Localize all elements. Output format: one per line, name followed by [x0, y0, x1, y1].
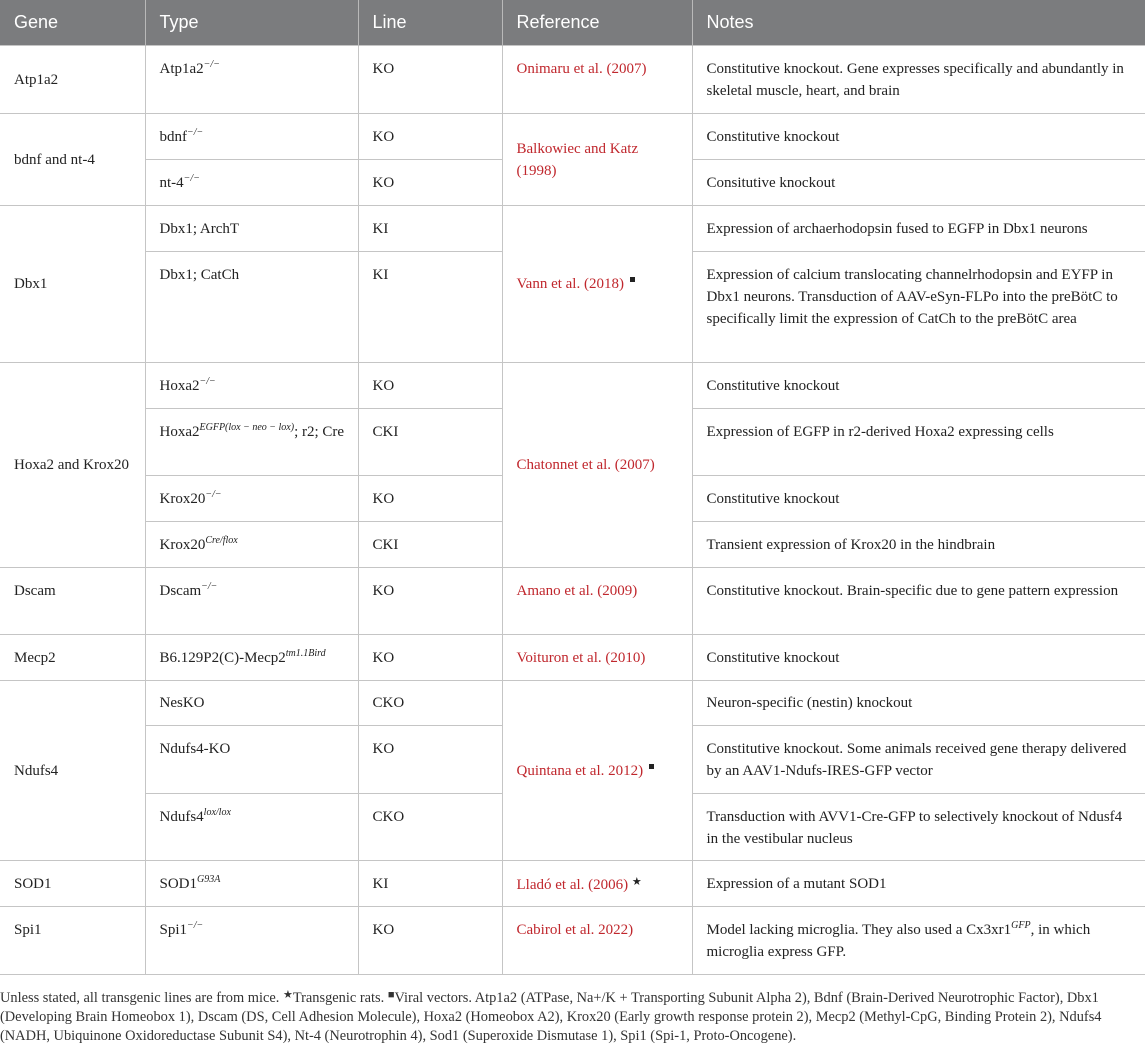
notes-cell: Constitutive knockout. Brain-specific due to gene pattern expression: [692, 568, 1145, 635]
notes-cell: Expression of EGFP in r2-derived Hoxa2 expressing cells: [692, 409, 1145, 476]
table-row: [0, 907, 1145, 975]
gene-cell: bdnf and nt-4: [0, 114, 145, 206]
header-notes: Notes: [692, 0, 1145, 46]
gene-cell: Hoxa2 and Krox20: [0, 363, 145, 568]
line-cell: KO: [358, 114, 502, 160]
line-cell: KO: [358, 363, 502, 409]
reference-link[interactable]: Chatonnet et al. (2007): [502, 363, 692, 568]
type-cell: Ndufs4-KO: [145, 726, 358, 794]
reference-link[interactable]: Cabirol et al. 2022): [502, 907, 692, 975]
gene-cell: Mecp2: [0, 635, 145, 681]
type-cell: Dbx1; ArchT: [145, 206, 358, 252]
gene-cell: Ndufs4: [0, 681, 145, 861]
star-icon: ★: [282, 989, 293, 1001]
reference-link[interactable]: Lladó et al. (2006): [516, 877, 629, 893]
gene-cell: Dscam: [0, 568, 145, 635]
viral-vector-square-icon: [649, 764, 654, 769]
type-cell: $B6.129P2(C)-Mecp2^{tm1.1Bird}$: [145, 635, 358, 681]
table-row: [0, 681, 1145, 726]
reference-link[interactable]: Onimaru et al. (2007): [502, 46, 692, 114]
reference-cell: [502, 681, 692, 861]
table-row: [0, 363, 1145, 409]
type-cell: $SOD1^{G93A}$: [145, 861, 358, 907]
table-row: [0, 206, 1145, 252]
line-cell: KI: [358, 861, 502, 907]
header-row: [0, 0, 1145, 46]
gene-cell: Dbx1: [0, 206, 145, 363]
reference-cell: [502, 861, 692, 907]
line-cell: KO: [358, 160, 502, 206]
reference-cell: [502, 206, 692, 363]
notes-cell: Expression of archaerhodopsin fused to EGFP in Dbx1 neurons: [692, 206, 1145, 252]
line-cell: KI: [358, 206, 502, 252]
header-type: Type: [145, 0, 358, 46]
gene-cell: SOD1: [0, 861, 145, 907]
table-footnote: Unless stated, all transgenic lines are from mice. ★Transgenic rats. ■Viral vectors. Atp1a2 (ATPase, Na+/K + Transporting Subunit Alpha 2), Bdnf (Brain-Derived Neurotrophic Factor), Dbx1 (Developing Brain Homeobox 1), Dscam (DS, Cell Adhesion Molecule), Hoxa2 (Homeobox A2), Krox20 (Early growth response protein 2), Mecp2 (Methyl-CpG, Binding Protein 2), Ndufs4 (NADH, Ubiquinone Oxidoreductase Subunit S4), Nt-4 (Neurotrophin 4), Sod1 (Superoxide Dismutase 1), Spi1 (Spi-1, Proto-Oncogene).: [0, 989, 1102, 1044]
reference-link[interactable]: Quintana et al. 2012): [516, 762, 644, 779]
notes-cell: Expression of calcium translocating channelrhodopsin and EYFP in Dbx1 neurons. Transduction of AAV-eSyn-FLPo into the preBötC to specifically limit the expression of CatCh to the preBötC area: [692, 252, 1145, 363]
notes-cell: Constitutive knockout: [692, 363, 1145, 409]
viral-vector-square-icon: [630, 277, 635, 282]
line-cell: KO: [358, 635, 502, 681]
header-gene: Gene: [0, 0, 145, 46]
type-cell: Dbx1; CatCh: [145, 252, 358, 363]
type-cell: $Hoxa2^{EGFP(lox - neo - lox)}$; r2; Cre: [145, 409, 358, 476]
gene-cell: Spi1: [0, 907, 145, 975]
gene-cell: Atp1a2: [0, 46, 145, 114]
notes-cell: Constitutive knockout. Gene expresses specifically and abundantly in skeletal muscle, heart, and brain: [692, 46, 1145, 114]
line-cell: CKI: [358, 409, 502, 476]
notes-cell: Constitutive knockout: [692, 635, 1145, 681]
type-cell: Atp1a2−/−: [145, 46, 358, 114]
table-row: [0, 114, 1145, 160]
type-cell: $Ndufs4^{lox/lox}$: [145, 794, 358, 861]
transgenic-rat-star-icon: ★: [631, 876, 642, 888]
type-cell: Dscam−/−: [145, 568, 358, 635]
type-cell: $Krox20^{Cre/flox}$: [145, 522, 358, 568]
table-row: [0, 635, 1145, 681]
notes-cell: Transduction with AVV1-Cre-GFP to selectively knockout of Ndusf4 in the vestibular nucleus: [692, 794, 1145, 861]
table-row: [0, 568, 1145, 635]
type-cell: nt-4−/−: [145, 160, 358, 206]
line-cell: KO: [358, 46, 502, 114]
line-cell: KI: [358, 252, 502, 363]
notes-cell: Transient expression of Krox20 in the hindbrain: [692, 522, 1145, 568]
table-row: [0, 861, 1145, 907]
type-cell: bdnf−/−: [145, 114, 358, 160]
reference-link[interactable]: Voituron et al. (2010): [502, 635, 692, 681]
table-row: [0, 46, 1145, 114]
line-cell: KO: [358, 907, 502, 975]
header-line: Line: [358, 0, 502, 46]
type-cell: Krox20−/−: [145, 476, 358, 522]
line-cell: KO: [358, 726, 502, 794]
header-reference: Reference: [502, 0, 692, 46]
reference-link[interactable]: Balkowiec and Katz (1998): [502, 114, 692, 206]
type-cell: NesKO: [145, 681, 358, 726]
line-cell: CKO: [358, 794, 502, 861]
notes-cell: Model lacking microglia. They also used a $Cx3xr1^{GFP}$, in which microglia express GFP.: [692, 907, 1145, 975]
line-cell: KO: [358, 476, 502, 522]
type-cell: Hoxa2−/−: [145, 363, 358, 409]
notes-cell: Constitutive knockout. Some animals received gene therapy delivered by an AAV1-Ndufs-IRES-GFP vector: [692, 726, 1145, 794]
line-cell: CKI: [358, 522, 502, 568]
type-cell: Spi1−/−: [145, 907, 358, 975]
line-cell: KO: [358, 568, 502, 635]
notes-cell: Constitutive knockout: [692, 114, 1145, 160]
line-cell: CKO: [358, 681, 502, 726]
notes-cell: Neuron-specific (nestin) knockout: [692, 681, 1145, 726]
notes-cell: Consitutive knockout: [692, 160, 1145, 206]
reference-link[interactable]: Amano et al. (2009): [502, 568, 692, 635]
square-icon: ■: [387, 989, 395, 1001]
notes-cell: Expression of a mutant SOD1: [692, 861, 1145, 907]
notes-cell: Constitutive knockout: [692, 476, 1145, 522]
reference-link[interactable]: Vann et al. (2018): [516, 276, 624, 292]
